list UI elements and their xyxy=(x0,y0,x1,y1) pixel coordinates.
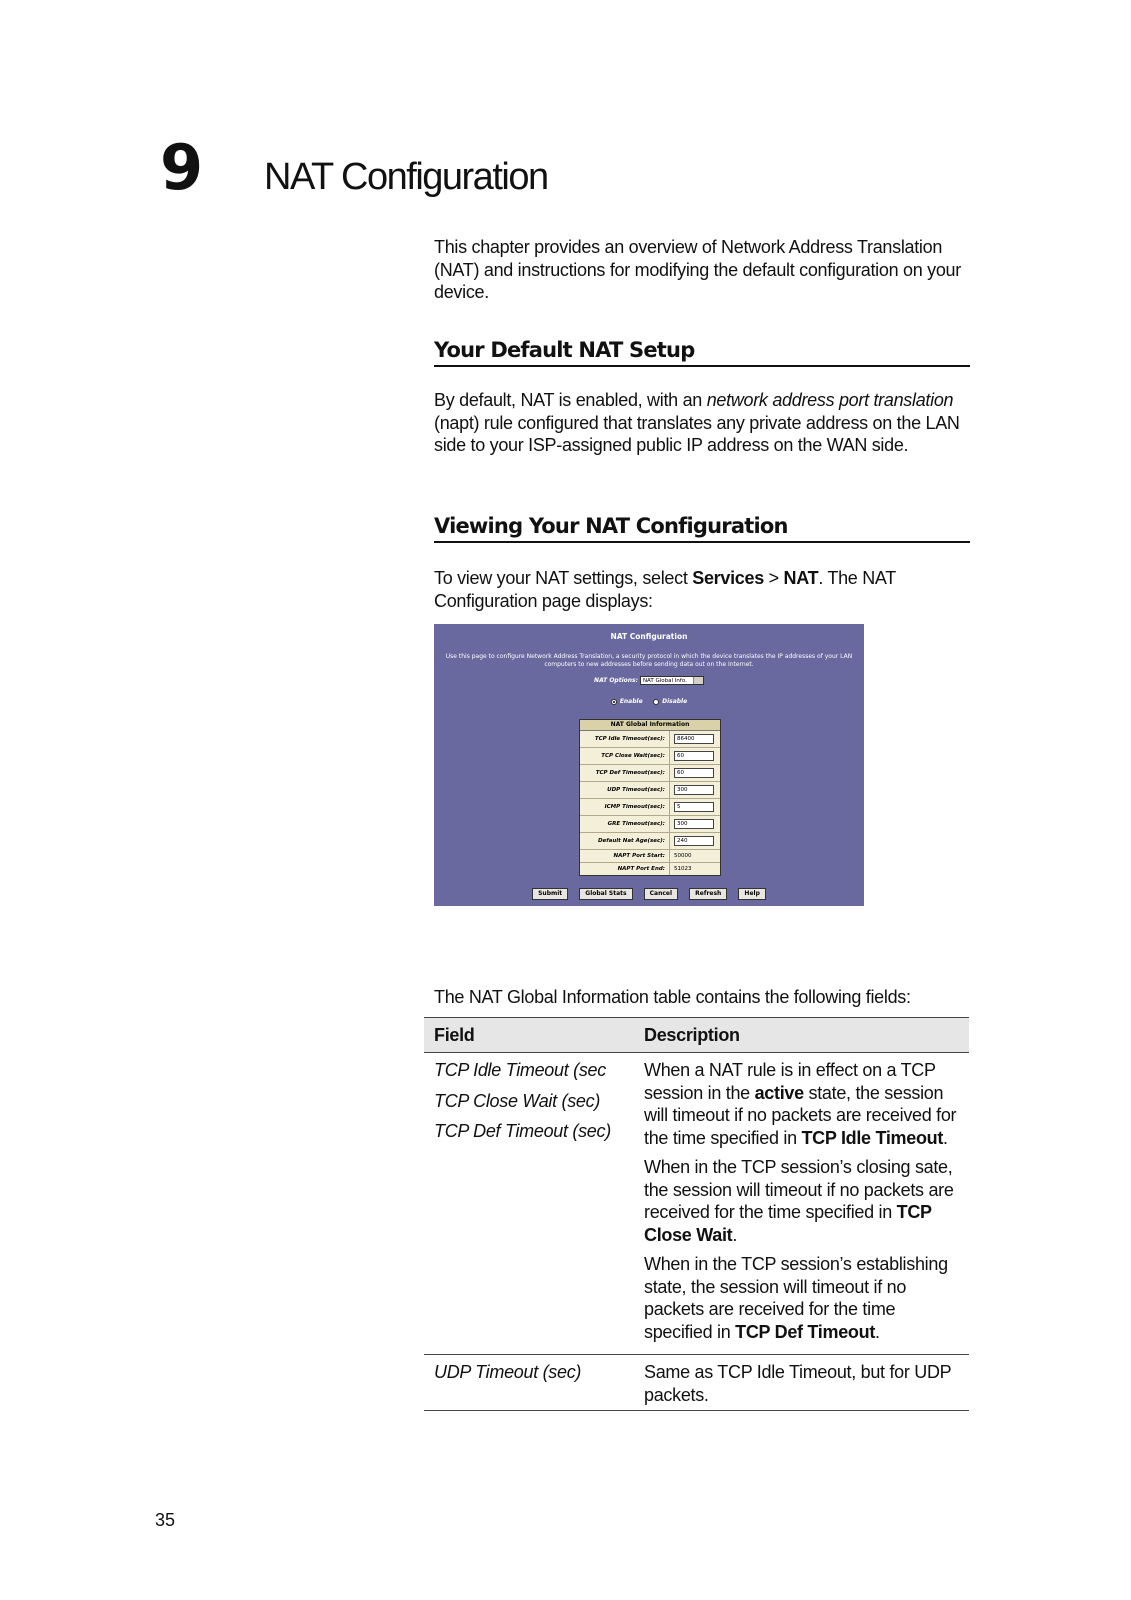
description-paragraph xyxy=(644,1059,959,1149)
bold-term: TCP Idle Timeout xyxy=(801,1127,944,1148)
table-row xyxy=(580,782,720,799)
submit-button[interactable]: Submit xyxy=(532,888,568,900)
text: When in the TCP session’s closing sate, the session will timeout if no packets are received for the time specified in xyxy=(644,1157,954,1222)
nat-options-select[interactable]: NAT Global Info. xyxy=(640,676,704,685)
table-row xyxy=(424,1053,969,1355)
field-name: TCP Close Wait (sec) xyxy=(434,1090,601,1111)
field-name: TCP Def Timeout (sec) xyxy=(434,1121,611,1141)
enable-radio-group xyxy=(434,698,864,705)
table-header-row xyxy=(424,1018,969,1053)
field-label: NAPT Port Start: xyxy=(580,850,670,862)
gre-timeout-input[interactable]: 300 xyxy=(674,819,714,829)
chapter-title: NAT Configuration xyxy=(264,156,548,198)
intro-block xyxy=(434,236,970,304)
table-intro: The NAT Global Information table contains the following fields: xyxy=(434,987,911,1007)
field-label: NAPT Port End: xyxy=(580,863,670,875)
help-button[interactable]: Help xyxy=(738,888,765,900)
enable-label: Enable xyxy=(619,698,643,705)
field-name: TCP Idle Timeout (sec xyxy=(434,1060,606,1080)
section-heading-default-setup: Your Default NAT Setup xyxy=(434,336,970,367)
nat-configuration-screenshot xyxy=(434,624,864,906)
nat-options-label: NAT Options: xyxy=(594,677,639,684)
field-label: GRE Timeout(sec): xyxy=(580,816,670,832)
disable-radio[interactable] xyxy=(653,699,659,705)
table-row xyxy=(580,748,720,765)
table-row xyxy=(580,863,720,875)
default-setup-block xyxy=(434,389,970,457)
table-row xyxy=(580,765,720,782)
text: By default, NAT is enabled, with an xyxy=(434,390,707,410)
nat-global-info-table xyxy=(579,719,721,876)
udp-timeout-input[interactable]: 300 xyxy=(674,785,714,795)
text: . xyxy=(732,1224,738,1245)
table-row xyxy=(580,799,720,816)
italic-term: network address port translation xyxy=(706,390,954,410)
table-row xyxy=(580,850,720,863)
menu-services: Services xyxy=(692,568,764,588)
text: state, the session will timeout if no packets are received for the time specified in xyxy=(644,1082,957,1148)
bold-term: active xyxy=(754,1082,804,1103)
text: When in the TCP session’s establishing state, the session will timeout if no packets are received for the time specified in xyxy=(644,1254,948,1342)
viewing-paragraph xyxy=(434,567,970,612)
refresh-button[interactable]: Refresh xyxy=(689,888,727,900)
field-label: TCP Close Wait(sec): xyxy=(580,748,670,764)
description-paragraph xyxy=(644,1156,959,1246)
default-nat-age-input[interactable]: 240 xyxy=(674,836,714,846)
disable-label: Disable xyxy=(662,698,688,705)
default-setup-paragraph xyxy=(434,389,970,457)
field-label: TCP Def Timeout(sec): xyxy=(580,765,670,781)
text: (napt) rule configured that translates any private address on the LAN side to your ISP-assigned public IP address on the WAN side. xyxy=(434,412,960,455)
chapter-number: 9 xyxy=(160,131,204,204)
tcp-def-timeout-input[interactable]: 60 xyxy=(674,768,714,778)
text: When a NAT rule is in effect on a TCP session in the xyxy=(644,1060,936,1103)
field-label: ICMP Timeout(sec): xyxy=(580,799,670,815)
viewing-block xyxy=(434,567,970,612)
screenshot-title: NAT Configuration xyxy=(610,632,688,641)
global-stats-button[interactable]: Global Stats xyxy=(579,888,632,900)
description-paragraph xyxy=(644,1253,959,1343)
text: . xyxy=(875,1321,880,1342)
enable-radio[interactable] xyxy=(611,699,617,705)
icmp-timeout-input[interactable]: 5 xyxy=(674,802,714,812)
column-header-description: Description xyxy=(634,1018,969,1053)
description-cell: Same as TCP Idle Timeout, but for UDP packets. xyxy=(634,1355,969,1411)
field-label: UDP Timeout(sec): xyxy=(580,782,670,798)
menu-nat: NAT xyxy=(783,568,819,588)
bold-term: TCP Def Timeout xyxy=(735,1321,876,1342)
napt-port-end-value: 51023 xyxy=(674,866,692,872)
text: . The NAT Configuration page displays: xyxy=(434,568,896,611)
table-row xyxy=(580,731,720,748)
field-cell: UDP Timeout (sec) xyxy=(424,1355,634,1411)
napt-port-start-value: 50000 xyxy=(674,853,692,859)
tcp-close-wait-input[interactable]: 60 xyxy=(674,751,714,761)
cancel-button[interactable]: Cancel xyxy=(644,888,678,900)
description-cell xyxy=(634,1053,969,1355)
nat-global-info-header: NAT Global Information xyxy=(580,720,720,731)
text: > xyxy=(763,568,784,588)
intro-paragraph: This chapter provides an overview of Network Address Translation (NAT) and instructions for modifying the default configuration on your device. xyxy=(434,237,961,302)
table-row xyxy=(580,833,720,850)
page-number: 35 xyxy=(155,1510,176,1530)
field-cell xyxy=(424,1053,634,1355)
text: To view your NAT settings, select xyxy=(434,568,693,588)
tcp-idle-timeout-input[interactable]: 86400 xyxy=(674,734,714,744)
field-label: Default Nat Age(sec): xyxy=(580,833,670,849)
section-heading-viewing: Viewing Your NAT Configuration xyxy=(434,512,970,543)
screenshot-description: Use this page to configure Network Address Translation, a security protocol in which the device translates the IP addresses of your LAN computers to new addresses before sending data out on the Internet. xyxy=(445,653,853,668)
text: . xyxy=(943,1127,948,1148)
table-row xyxy=(580,816,720,833)
field-description-table xyxy=(424,1017,969,1411)
table-row xyxy=(424,1355,969,1411)
field-label: TCP Idle Timeout(sec): xyxy=(580,731,670,747)
table-intro-block xyxy=(434,986,970,1009)
button-row xyxy=(434,880,864,900)
column-header-field: Field xyxy=(424,1018,634,1053)
bold-term: TCP Close Wait xyxy=(644,1202,932,1245)
nat-options-row xyxy=(434,676,864,685)
